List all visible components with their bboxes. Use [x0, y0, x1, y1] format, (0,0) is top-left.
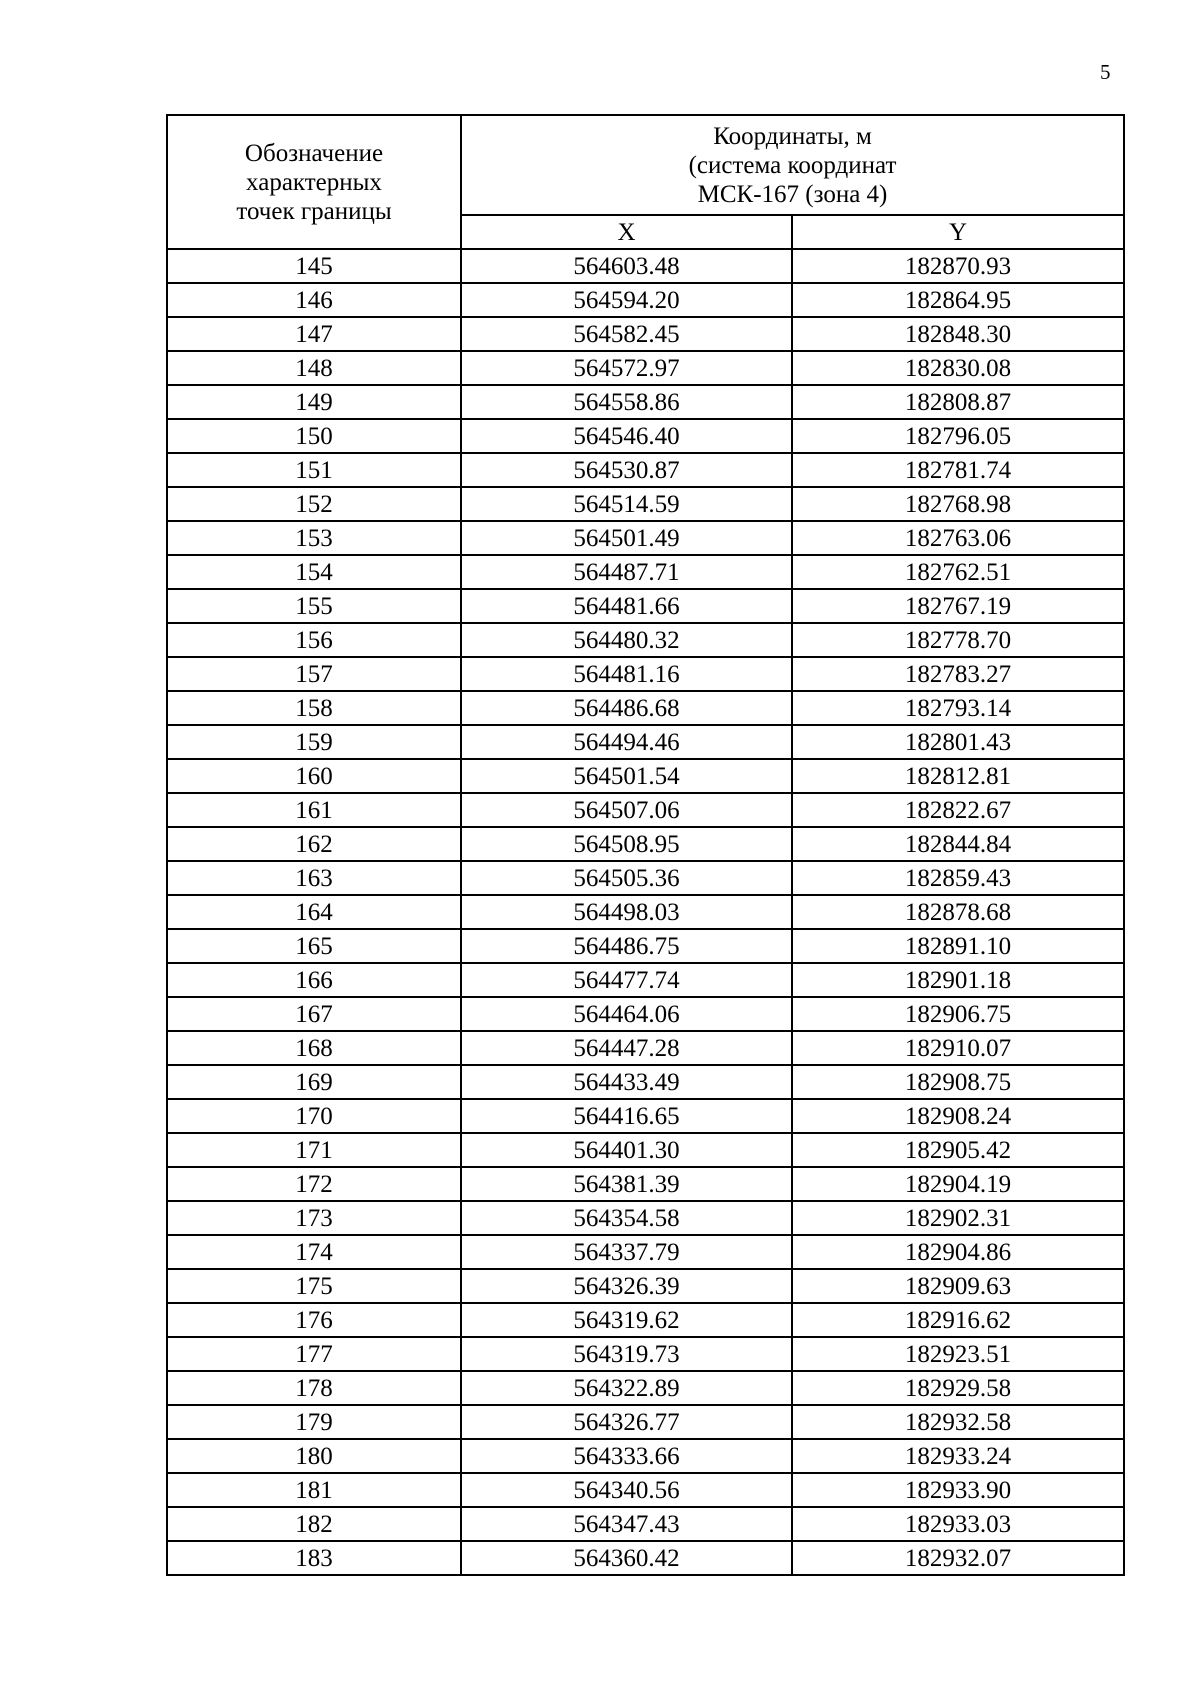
y-coordinate-cell: 182908.24: [792, 1099, 1124, 1133]
x-coordinate-cell: 564464.06: [461, 997, 792, 1031]
y-coordinate-cell: 182762.51: [792, 555, 1124, 589]
point-header-line: Обозначение: [244, 139, 384, 167]
x-coordinate-cell: 564360.42: [461, 1541, 792, 1575]
point-cell: 146: [167, 283, 461, 317]
x-coordinate-cell: 564603.48: [461, 249, 792, 283]
x-coordinate-cell: 564319.62: [461, 1303, 792, 1337]
table-row: [167, 589, 1124, 623]
point-cell: 153: [167, 521, 461, 555]
x-coordinate-cell: 564319.73: [461, 1337, 792, 1371]
y-coordinate-cell: 182916.62: [792, 1303, 1124, 1337]
y-coordinate-cell: 182932.58: [792, 1405, 1124, 1439]
table-row: [167, 1201, 1124, 1235]
table-row: [167, 453, 1124, 487]
point-cell: 150: [167, 419, 461, 453]
point-cell: 165: [167, 929, 461, 963]
x-coordinate-cell: 564530.87: [461, 453, 792, 487]
table-row: [167, 657, 1124, 691]
table-row: [167, 827, 1124, 861]
y-coordinate-cell: 182848.30: [792, 317, 1124, 351]
point-cell: 170: [167, 1099, 461, 1133]
y-coordinate-cell: 182781.74: [792, 453, 1124, 487]
x-coordinate-cell: 564558.86: [461, 385, 792, 419]
x-coordinate-cell: 564481.16: [461, 657, 792, 691]
table-row: [167, 895, 1124, 929]
point-designation-header: [167, 115, 461, 249]
y-coordinate-cell: 182910.07: [792, 1031, 1124, 1065]
table-row: [167, 1167, 1124, 1201]
point-cell: 160: [167, 759, 461, 793]
y-coordinate-cell: 182929.58: [792, 1371, 1124, 1405]
x-coordinate-cell: 564416.65: [461, 1099, 792, 1133]
point-cell: 147: [167, 317, 461, 351]
y-coordinate-cell: 182808.87: [792, 385, 1124, 419]
y-coordinate-cell: 182933.90: [792, 1473, 1124, 1507]
x-coordinate-cell: 564487.71: [461, 555, 792, 589]
point-cell: 159: [167, 725, 461, 759]
table-row: [167, 691, 1124, 725]
coords-header-line: Координаты, м: [713, 122, 872, 150]
table-row: [167, 419, 1124, 453]
point-cell: 179: [167, 1405, 461, 1439]
coords-header-line: (система координат: [688, 151, 897, 179]
x-coordinate-cell: 564507.06: [461, 793, 792, 827]
y-coordinate-cell: 182783.27: [792, 657, 1124, 691]
y-coordinate-cell: 182864.95: [792, 283, 1124, 317]
coordinates-table-body: [167, 249, 1124, 1575]
table-row: [167, 385, 1124, 419]
y-column-header: Y: [792, 215, 1124, 249]
x-coordinate-cell: 564486.75: [461, 929, 792, 963]
point-cell: 156: [167, 623, 461, 657]
point-cell: 148: [167, 351, 461, 385]
x-coordinate-cell: 564481.66: [461, 589, 792, 623]
table-row: [167, 623, 1124, 657]
x-coordinate-cell: 564322.89: [461, 1371, 792, 1405]
x-coordinate-cell: 564326.39: [461, 1269, 792, 1303]
x-coordinate-cell: 564333.66: [461, 1439, 792, 1473]
point-cell: 168: [167, 1031, 461, 1065]
point-cell: 175: [167, 1269, 461, 1303]
point-cell: 180: [167, 1439, 461, 1473]
y-coordinate-cell: 182902.31: [792, 1201, 1124, 1235]
table-row: [167, 759, 1124, 793]
y-coordinate-cell: 182870.93: [792, 249, 1124, 283]
y-coordinate-cell: 182932.07: [792, 1541, 1124, 1575]
table-row: [167, 283, 1124, 317]
table-row: [167, 1405, 1124, 1439]
y-coordinate-cell: 182767.19: [792, 589, 1124, 623]
x-coordinate-cell: 564347.43: [461, 1507, 792, 1541]
table-row: [167, 555, 1124, 589]
y-coordinate-cell: 182830.08: [792, 351, 1124, 385]
y-coordinate-cell: 182923.51: [792, 1337, 1124, 1371]
table-row: [167, 1235, 1124, 1269]
table-row: [167, 1371, 1124, 1405]
x-coordinate-cell: 564337.79: [461, 1235, 792, 1269]
table-row: [167, 1269, 1124, 1303]
point-cell: 157: [167, 657, 461, 691]
table-row: [167, 249, 1124, 283]
x-coordinate-cell: 564486.68: [461, 691, 792, 725]
table-row: [167, 963, 1124, 997]
point-cell: 151: [167, 453, 461, 487]
x-coordinate-cell: 564401.30: [461, 1133, 792, 1167]
point-cell: 145: [167, 249, 461, 283]
x-coordinate-cell: 564354.58: [461, 1201, 792, 1235]
y-coordinate-cell: 182796.05: [792, 419, 1124, 453]
y-coordinate-cell: 182906.75: [792, 997, 1124, 1031]
point-cell: 176: [167, 1303, 461, 1337]
table-row: [167, 1303, 1124, 1337]
coordinates-header: [461, 115, 1124, 215]
x-coordinate-cell: 564514.59: [461, 487, 792, 521]
x-column-header: X: [461, 215, 792, 249]
point-header-line: точек границы: [236, 197, 392, 225]
y-coordinate-cell: 182904.86: [792, 1235, 1124, 1269]
point-cell: 169: [167, 1065, 461, 1099]
x-coordinate-cell: 564501.54: [461, 759, 792, 793]
point-cell: 183: [167, 1541, 461, 1575]
point-cell: 172: [167, 1167, 461, 1201]
table-row: [167, 997, 1124, 1031]
point-cell: 182: [167, 1507, 461, 1541]
y-coordinate-cell: 182908.75: [792, 1065, 1124, 1099]
x-coordinate-cell: 564326.77: [461, 1405, 792, 1439]
x-coordinate-cell: 564433.49: [461, 1065, 792, 1099]
y-coordinate-cell: 182891.10: [792, 929, 1124, 963]
y-coordinate-cell: 182904.19: [792, 1167, 1124, 1201]
coordinates-table: [166, 114, 1125, 1576]
point-cell: 177: [167, 1337, 461, 1371]
point-cell: 152: [167, 487, 461, 521]
x-coordinate-cell: 564505.36: [461, 861, 792, 895]
y-coordinate-cell: 182859.43: [792, 861, 1124, 895]
y-coordinate-cell: 182778.70: [792, 623, 1124, 657]
x-coordinate-cell: 564477.74: [461, 963, 792, 997]
point-cell: 166: [167, 963, 461, 997]
y-coordinate-cell: 182768.98: [792, 487, 1124, 521]
table-row: [167, 1541, 1124, 1575]
point-cell: 167: [167, 997, 461, 1031]
y-coordinate-cell: 182933.03: [792, 1507, 1124, 1541]
x-coordinate-cell: 564447.28: [461, 1031, 792, 1065]
point-cell: 158: [167, 691, 461, 725]
x-coordinate-cell: 564572.97: [461, 351, 792, 385]
table-row: [167, 317, 1124, 351]
x-coordinate-cell: 564381.39: [461, 1167, 792, 1201]
x-coordinate-cell: 564498.03: [461, 895, 792, 929]
point-cell: 161: [167, 793, 461, 827]
point-cell: 164: [167, 895, 461, 929]
table-row: [167, 1133, 1124, 1167]
table-row: [167, 793, 1124, 827]
x-coordinate-cell: 564480.32: [461, 623, 792, 657]
y-coordinate-cell: 182878.68: [792, 895, 1124, 929]
point-cell: 173: [167, 1201, 461, 1235]
x-coordinate-cell: 564508.95: [461, 827, 792, 861]
point-cell: 178: [167, 1371, 461, 1405]
y-coordinate-cell: 182844.84: [792, 827, 1124, 861]
y-coordinate-cell: 182933.24: [792, 1439, 1124, 1473]
point-cell: 154: [167, 555, 461, 589]
y-coordinate-cell: 182812.81: [792, 759, 1124, 793]
table-row: [167, 1065, 1124, 1099]
table-row: [167, 487, 1124, 521]
x-coordinate-cell: 564340.56: [461, 1473, 792, 1507]
table-row: [167, 1099, 1124, 1133]
x-coordinate-cell: 564546.40: [461, 419, 792, 453]
y-coordinate-cell: 182905.42: [792, 1133, 1124, 1167]
table-row: [167, 1507, 1124, 1541]
point-cell: 174: [167, 1235, 461, 1269]
point-cell: 181: [167, 1473, 461, 1507]
point-cell: 163: [167, 861, 461, 895]
table-row: [167, 1337, 1124, 1371]
y-coordinate-cell: 182822.67: [792, 793, 1124, 827]
table-row: [167, 351, 1124, 385]
point-cell: 162: [167, 827, 461, 861]
y-coordinate-cell: 182909.63: [792, 1269, 1124, 1303]
x-coordinate-cell: 564582.45: [461, 317, 792, 351]
page-number: 5: [1100, 60, 1111, 84]
table-row: [167, 929, 1124, 963]
table-row: [167, 725, 1124, 759]
table-row: [167, 521, 1124, 555]
x-coordinate-cell: 564501.49: [461, 521, 792, 555]
y-coordinate-cell: 182901.18: [792, 963, 1124, 997]
coords-header-line: МСК-167 (зона 4): [697, 180, 888, 208]
table-row: [167, 1031, 1124, 1065]
point-header-line: характерных: [246, 168, 382, 196]
table-row: [167, 1473, 1124, 1507]
table-row: [167, 861, 1124, 895]
point-cell: 149: [167, 385, 461, 419]
y-coordinate-cell: 182793.14: [792, 691, 1124, 725]
y-coordinate-cell: 182763.06: [792, 521, 1124, 555]
point-cell: 155: [167, 589, 461, 623]
x-coordinate-cell: 564494.46: [461, 725, 792, 759]
table-row: [167, 1439, 1124, 1473]
point-cell: 171: [167, 1133, 461, 1167]
x-coordinate-cell: 564594.20: [461, 283, 792, 317]
y-coordinate-cell: 182801.43: [792, 725, 1124, 759]
